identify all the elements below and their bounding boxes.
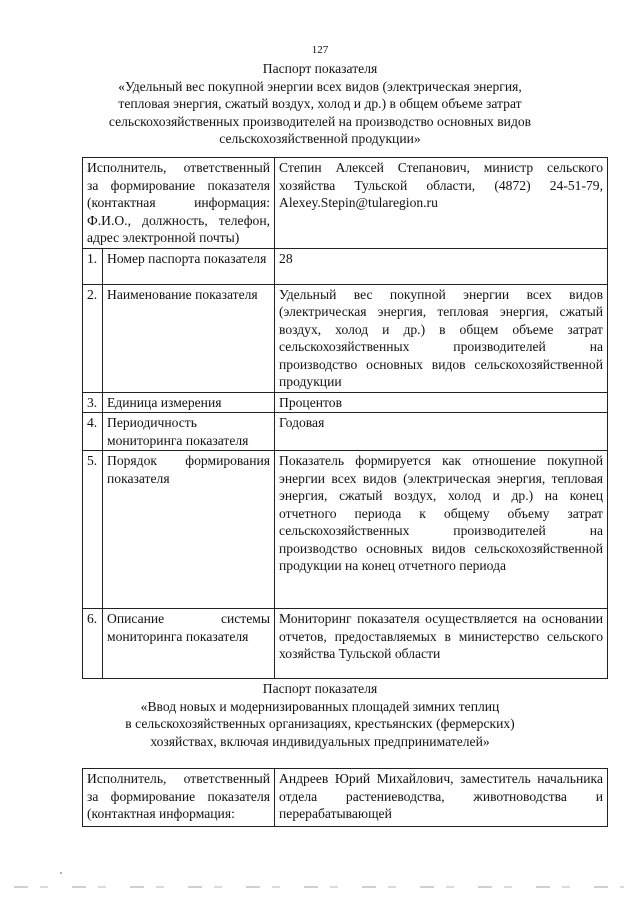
row-number: 4.	[83, 413, 103, 451]
heading-line: «Удельный вес покупной энергии всех видов (электрическая энергия,	[118, 78, 522, 94]
table-row	[83, 609, 608, 679]
row-value: Годовая	[275, 413, 608, 451]
heading-line: Паспорт показателя	[262, 681, 378, 696]
heading-line: тепловая энергия, сжатый воздух, холод и др.) в общем объеме затрат	[118, 96, 522, 112]
row-label: Номер паспорта показателя	[103, 248, 275, 284]
executor-label: Исполнитель, ответственный за формирование показателя (контактная информация: Ф.И.О., должность, телефон, адрес электронной почты)	[83, 158, 275, 249]
heading-line: хозяйствах, включая индивидуальных предпринимателей»	[150, 733, 490, 749]
table-row	[83, 248, 608, 284]
heading-line: в сельскохозяйственных организациях, крестьянских (фермерских)	[125, 716, 515, 732]
executor-value: Степин Алексей Степанович, министр сельского хозяйства Тульской области, (4872) 24-51-79, Alexey.Stepin@tularegion.ru	[275, 158, 608, 249]
heading-line: сельскохозяйственной продукции»	[219, 131, 421, 147]
row-number: 5.	[83, 451, 103, 609]
table-row	[83, 392, 608, 413]
heading-line: сельскохозяйственных производителей на производство основных видов	[108, 113, 532, 129]
scan-artifact	[60, 872, 62, 874]
executor-label: Исполнитель, ответственный за формирование показателя (контактная информация:	[83, 769, 275, 827]
row-label: Наименование показателя	[103, 284, 275, 392]
row-value: Мониторинг показателя осуществляется на основании отчетов, предоставляемых в министерство сельского хозяйства Тульской области	[275, 609, 608, 679]
page-number: 127	[311, 44, 329, 56]
row-value: Процентов	[275, 392, 608, 413]
row-number: 3.	[83, 392, 103, 413]
row-label: Описание системы мониторинга показателя	[103, 609, 275, 679]
passport-heading	[60, 680, 580, 750]
row-label: Периодичность мониторинга показателя	[103, 413, 275, 451]
row-label: Единица измерения	[103, 392, 275, 413]
table-row	[83, 158, 608, 249]
heading-line: «Ввод новых и модернизированных площадей зимних теплиц	[140, 698, 500, 714]
row-value: 28	[275, 248, 608, 284]
table-row	[83, 413, 608, 451]
passport-table	[82, 157, 608, 679]
row-number: 2.	[83, 284, 103, 392]
heading-line: Паспорт показателя	[262, 61, 378, 76]
scan-artifact	[14, 886, 624, 888]
row-value: Удельный вес покупной энергии всех видов (электрическая энергия, тепловая энергия, сжатый воздух, холод и др.) в общем объеме затрат сельскохозяйственных производителей на производство основных видов сельскохозяйственной продукции	[275, 284, 608, 392]
row-value: Показатель формируется как отношение покупной энергии всех видов (электрическая энергия, тепловая энергия, сжатый воздух, холод и др.) на конец отчетного периода к общему объему затрат сельскохозяйственных производителей на производство основных видов сельскохозяйственной продукции на конец отчетного периода	[275, 451, 608, 609]
row-label: Порядок формирования показателя	[103, 451, 275, 609]
table-row	[83, 284, 608, 392]
row-number: 1.	[83, 248, 103, 284]
row-number: 6.	[83, 609, 103, 679]
passport-table	[82, 768, 608, 827]
executor-value: Андреев Юрий Михайлович, заместитель начальника отдела растениеводства, животноводства и перерабатывающей	[275, 769, 608, 827]
table-row	[83, 769, 608, 827]
table-row	[83, 451, 608, 609]
passport-heading	[60, 60, 580, 148]
